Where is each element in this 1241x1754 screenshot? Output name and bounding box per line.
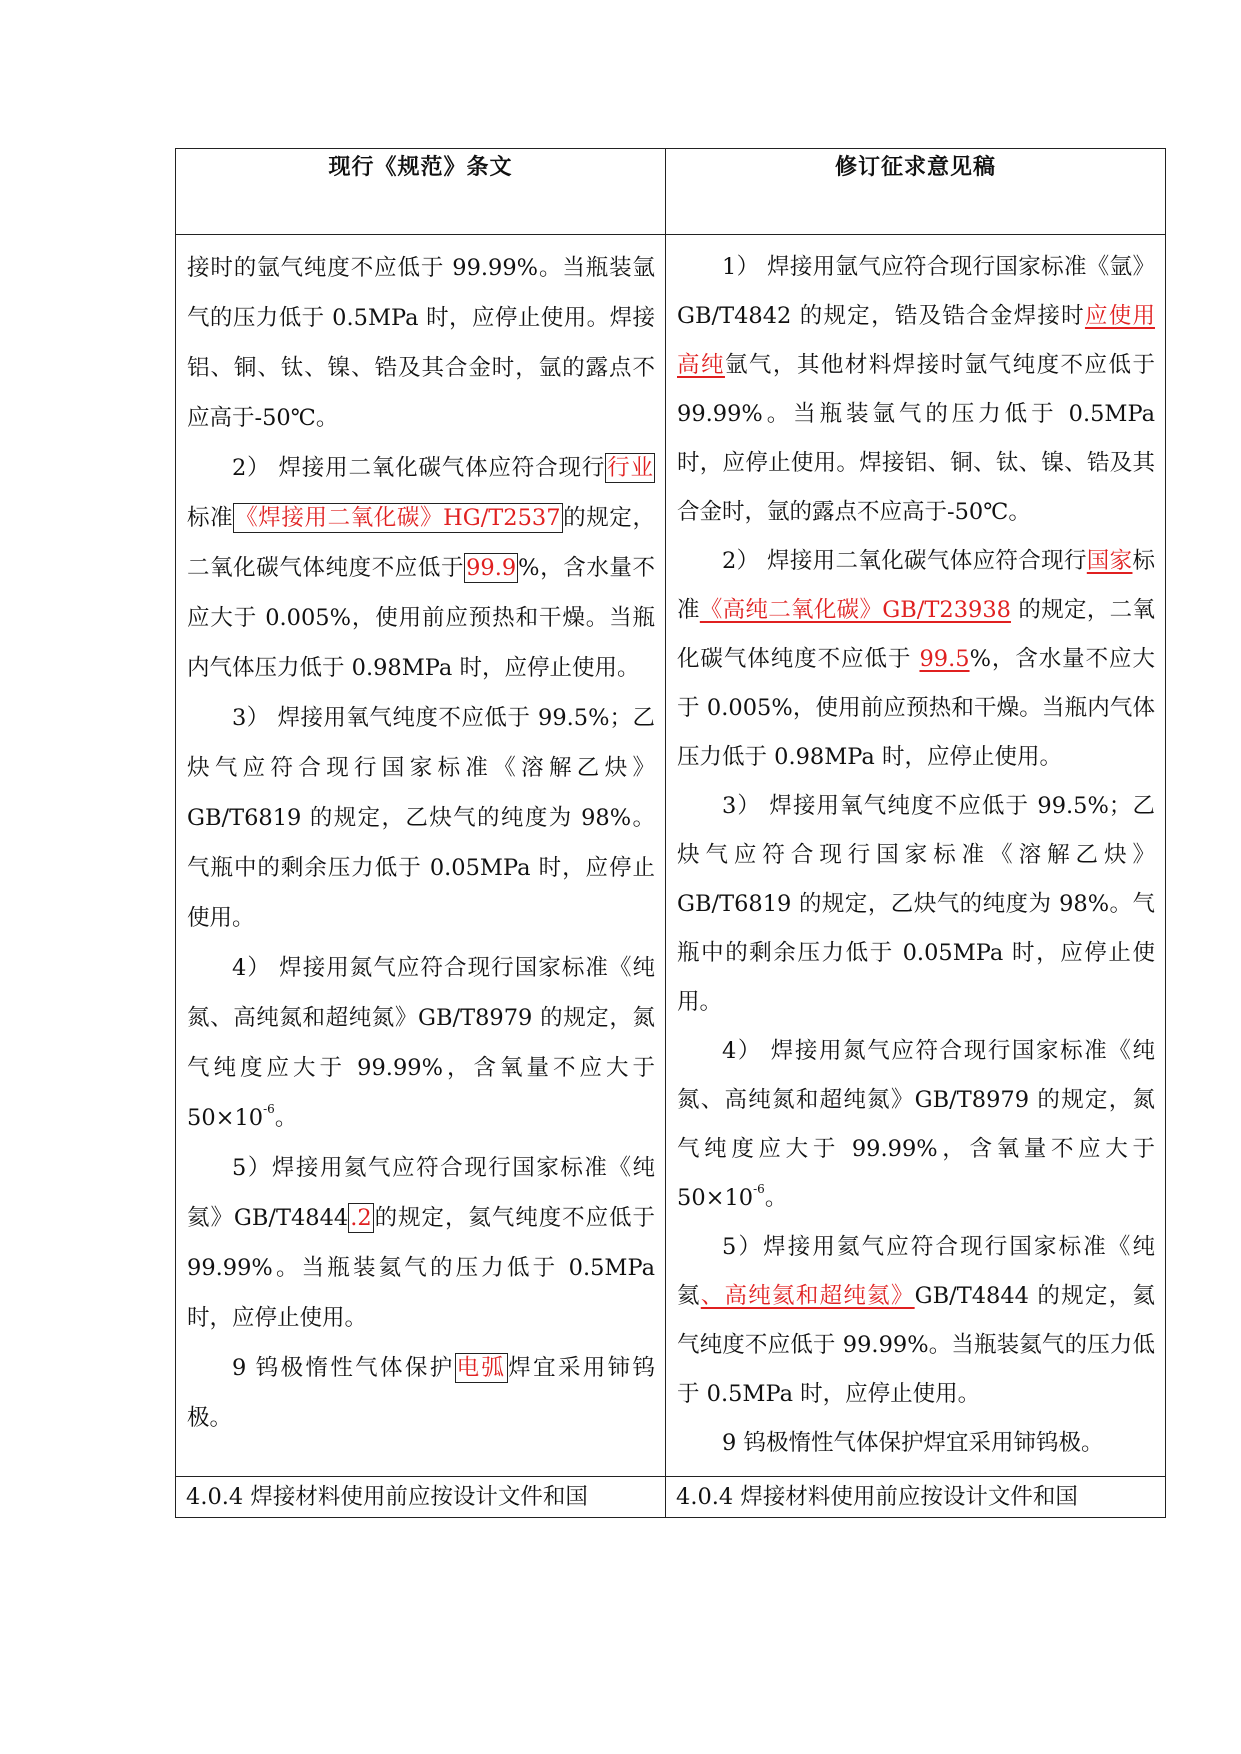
revised-text: 99.5 (919, 646, 970, 672)
changed-text-box: 《焊接用二氧化碳》HG/T2537 (235, 505, 561, 531)
changed-text-box: 行业 (607, 455, 653, 481)
left-para-5: 5）焊接用氦气应符合现行国家标准《纯氦》GB/T4844.2的规定，氦气纯度不应低于 99.99%。当瓶装氦气的压力低于 0.5MPa 时，应停止使用。 (187, 1155, 655, 1331)
footer-right-cell: 4.0.4 焊接材料使用前应按设计文件和国 (666, 1477, 1166, 1518)
comparison-table (175, 148, 1166, 1518)
right-para-4: 4） 焊接用氮气应符合现行国家标准《纯氮、高纯氮和超纯氮》GB/T8979 的规定，氮气纯度应大于 99.99%，含氧量不应大于 $50\times 10^{-6}$。 (677, 1038, 1155, 1211)
right-para-6: 9 钨极惰性气体保护焊宜采用铈钨极。 (722, 1430, 1104, 1456)
left-para-4: 4） 焊接用氮气应符合现行国家标准《纯氮、高纯氮和超纯氮》GB/T8979 的规定，氮气纯度应大于 99.99%，含氧量不应大于 $50\times 10^{-6}$。 (187, 955, 655, 1131)
left-para-1: 接时的氩气纯度不应低于 99.99%。当瓶装氩气的压力低于 0.5MPa 时，应停止使用。焊接铝、铜、钛、镍、锆及其合金时，氩的露点不应高于-50℃。 (187, 255, 655, 431)
left-para-3: 3） 焊接用氧气纯度不应低于 99.5%；乙炔气应符合现行国家标准《溶解乙炔》GB/T6819 的规定，乙炔气的纯度为 98%。气瓶中的剩余压力低于 0.05MPa 时，应停止使用。 (187, 705, 655, 931)
revised-text: 、高纯氦和超纯氦》 (700, 1283, 915, 1309)
revision-draft-cell (666, 235, 1166, 1477)
right-para-5: 5）焊接用氦气应符合现行国家标准《纯氦、高纯氦和超纯氦》GB/T4844 的规定，氦气纯度不应低于 99.99%。当瓶装氦气的压力低于 0.5MPa 时，应停止使用。 (677, 1234, 1155, 1407)
content-row (176, 235, 1166, 1477)
footer-left-cell: 4.0.4 焊接材料使用前应按设计文件和国 (176, 1477, 666, 1518)
footer-row (176, 1477, 1166, 1518)
header-revision-draft: 修订征求意见稿 (666, 149, 1166, 235)
right-para-2: 2） 焊接用二氧化碳气体应符合现行国家标准《高纯二氧化碳》GB/T23938 的规定，二氧化碳气体纯度不应低于 99.5%，含水量不应大于 0.005%，使用前应预热和干燥。当瓶内气体压力低于 0.98MPa 时，应停止使用。 (677, 548, 1155, 770)
revised-text: 应使用高纯 (677, 303, 1155, 378)
right-para-1: 1） 焊接用氩气应符合现行国家标准《氩》GB/T4842 的规定，锆及锆合金焊接时应使用高纯氩气，其他材料焊接时氩气纯度不应低于 99.99%。当瓶装氩气的压力低于 0.5MPa 时，应停止使用。焊接铝、铜、钛、镍、锆及其合金时，氩的露点不应高于-50℃。 (677, 254, 1155, 525)
left-para-2: 2） 焊接用二氧化碳气体应符合现行行业标准《焊接用二氧化碳》HG/T2537的规定，二氧化碳气体纯度不应低于99.9%，含水量不应大于 0.005%，使用前应预热和干燥。当瓶内气体压力低于 0.98MPa 时，应停止使用。 (187, 455, 655, 681)
changed-text-box: .2 (350, 1205, 372, 1231)
changed-text-box: 电弧 (456, 1355, 507, 1381)
header-current-clause: 现行《规范》条文 (176, 149, 666, 235)
current-clause-cell (176, 235, 666, 1477)
changed-text-box: 99.9 (466, 555, 517, 581)
revised-text: 《高纯二氧化碳》GB/T23938 (699, 597, 1011, 623)
revised-text: 国家 (1086, 548, 1133, 574)
right-para-3: 3） 焊接用氧气纯度不应低于 99.5%；乙炔气应符合现行国家标准《溶解乙炔》GB/T6819 的规定，乙炔气的纯度为 98%。气瓶中的剩余压力低于 0.05MPa 时，应停止使用。 (677, 793, 1155, 1015)
left-para-6: 9 钨极惰性气体保护电弧焊宜采用铈钨极。 (187, 1355, 655, 1431)
header-row (176, 149, 1166, 235)
